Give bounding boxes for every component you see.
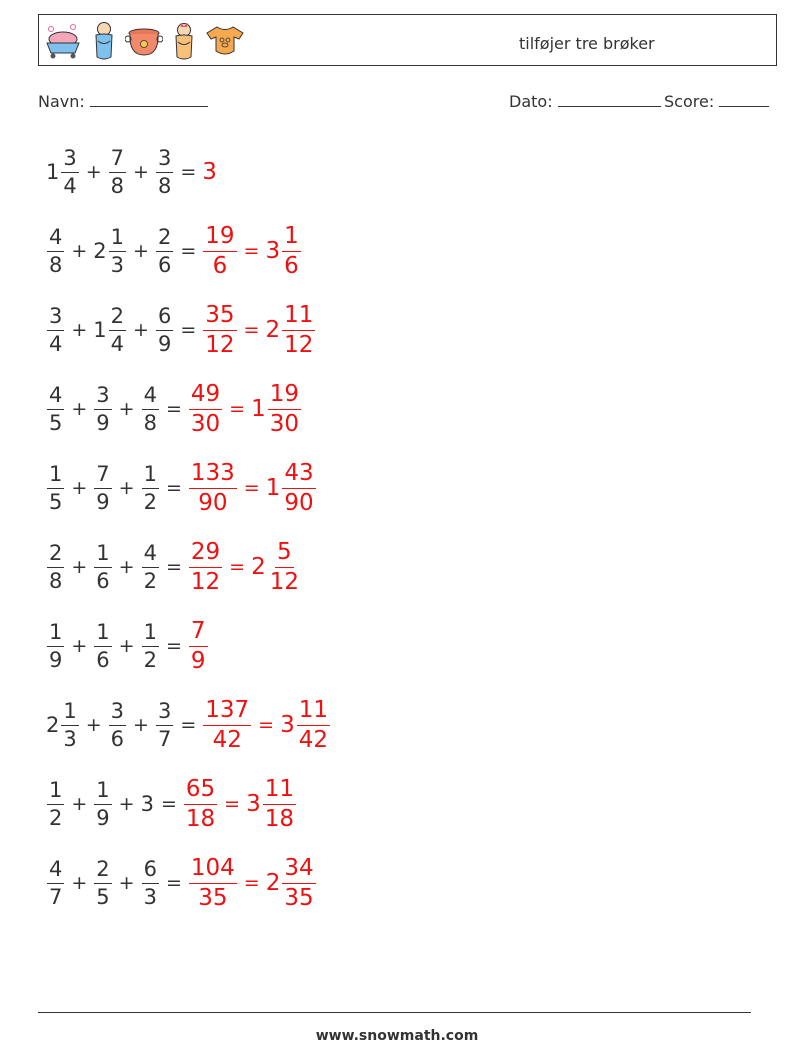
fraction [184, 775, 217, 832]
numerator: 2 [156, 227, 173, 252]
whole-number: 2 [93, 239, 107, 263]
problem-row [46, 695, 331, 755]
equals-sign: = [180, 319, 197, 341]
equals-sign: = [258, 714, 275, 736]
term [46, 461, 65, 514]
fraction [109, 224, 126, 277]
whole-number: 3 [246, 791, 261, 817]
numerator: 19 [203, 225, 236, 252]
denominator: 42 [298, 726, 329, 753]
numerator: 137 [203, 699, 251, 726]
term [141, 461, 160, 514]
term [141, 382, 160, 435]
header-icons [43, 19, 245, 63]
plus-sign: + [133, 319, 149, 341]
term [46, 145, 80, 198]
plus-sign: + [71, 556, 88, 578]
denominator: 5 [96, 884, 110, 909]
fraction [189, 380, 222, 437]
denominator: 6 [110, 726, 125, 751]
fraction [189, 617, 208, 674]
fraction [156, 698, 173, 751]
term [141, 856, 160, 909]
numerator: 11 [297, 699, 330, 726]
denominator: 6 [284, 252, 299, 279]
numerator: 3 [109, 701, 126, 726]
plus-sign: + [71, 398, 88, 420]
numerator: 5 [275, 541, 294, 568]
answer [202, 159, 218, 185]
denominator: 35 [284, 884, 314, 911]
term [46, 698, 80, 751]
plus-sign: + [85, 714, 102, 736]
answer [251, 380, 302, 437]
denominator: 4 [49, 331, 63, 356]
plus-sign: + [118, 872, 135, 894]
equals-sign: = [229, 398, 246, 420]
numerator: 3 [156, 701, 173, 726]
whole-number: 2 [265, 870, 281, 896]
denominator: 9 [96, 489, 110, 514]
equals-sign: = [165, 556, 182, 578]
equals-sign: = [160, 793, 177, 815]
numerator: 29 [189, 541, 222, 568]
equals-sign: = [165, 477, 182, 499]
problem-row [46, 221, 302, 281]
numerator: 1 [94, 780, 111, 805]
term [46, 382, 65, 435]
swaddled-baby-icon [91, 21, 117, 61]
numerator: 104 [189, 857, 237, 884]
term [93, 382, 112, 435]
fraction [109, 145, 126, 198]
fraction [203, 696, 251, 753]
fraction [47, 619, 64, 672]
fraction [47, 777, 64, 830]
term [46, 224, 65, 277]
fraction [94, 540, 111, 593]
denominator: 9 [49, 647, 63, 672]
denominator: 6 [96, 647, 110, 672]
problem-row [46, 300, 316, 360]
term [46, 540, 65, 593]
denominator: 8 [157, 173, 172, 198]
date-label: Dato: [509, 92, 553, 111]
answer [188, 459, 238, 516]
fraction [109, 698, 126, 751]
numerator: 1 [94, 622, 111, 647]
plus-sign: + [118, 556, 135, 578]
term [46, 777, 65, 830]
denominator: 12 [284, 331, 314, 358]
plus-sign: + [118, 635, 135, 657]
numerator: 43 [282, 462, 315, 489]
term [155, 698, 174, 751]
problem-row [46, 142, 218, 202]
numerator: 3 [47, 306, 64, 331]
fraction [189, 854, 237, 911]
numerator: 4 [142, 543, 159, 568]
equals-sign: = [180, 714, 197, 736]
date-blank[interactable] [558, 92, 661, 107]
whole-number: 1 [93, 318, 107, 342]
term [93, 777, 112, 830]
numerator: 6 [142, 859, 159, 884]
numerator: 34 [282, 857, 315, 884]
denominator: 2 [49, 805, 63, 830]
numerator: 2 [94, 859, 111, 884]
problem-row [46, 537, 302, 597]
term [93, 619, 112, 672]
denominator: 12 [205, 331, 235, 358]
numerator: 65 [184, 778, 217, 805]
fraction [142, 461, 159, 514]
whole-number: 1 [251, 396, 266, 422]
numerator: 7 [109, 148, 126, 173]
baby-bath-icon [43, 21, 83, 61]
denominator: 5 [49, 489, 63, 514]
footer-url: www.snowmath.com [315, 1028, 479, 1044]
plus-sign: + [133, 161, 149, 183]
denominator: 3 [143, 884, 157, 909]
term [93, 224, 127, 277]
whole-number: 3 [140, 792, 154, 816]
whole-number: 1 [46, 160, 60, 184]
numerator: 1 [47, 622, 64, 647]
plus-sign: + [71, 319, 88, 341]
equals-sign: = [243, 872, 260, 894]
term [108, 698, 127, 751]
equals-sign: = [180, 240, 197, 262]
fraction [61, 698, 78, 751]
plus-sign: + [118, 477, 135, 499]
numerator: 1 [109, 227, 126, 252]
numerator: 3 [94, 385, 111, 410]
denominator: 42 [212, 726, 242, 753]
denominator: 90 [284, 489, 314, 516]
fraction [263, 775, 296, 832]
answer [265, 222, 301, 279]
fraction [142, 382, 159, 435]
answer [202, 301, 237, 358]
fraction [47, 540, 64, 593]
denominator: 9 [190, 647, 206, 674]
equals-sign: = [165, 398, 182, 420]
fraction [47, 303, 64, 356]
fraction [297, 696, 330, 753]
fraction [142, 540, 159, 593]
numerator: 4 [47, 227, 64, 252]
answer [251, 538, 302, 595]
denominator: 7 [49, 884, 63, 909]
fraction [94, 382, 111, 435]
fraction [94, 461, 111, 514]
name-label: Navn: [38, 92, 85, 111]
whole-number: 2 [251, 554, 266, 580]
numerator: 133 [189, 462, 237, 489]
name-blank[interactable] [90, 92, 208, 107]
fraction [47, 856, 64, 909]
denominator: 4 [63, 173, 77, 198]
denominator: 9 [96, 410, 110, 435]
denominator: 9 [96, 805, 110, 830]
whole-number: 2 [46, 713, 60, 737]
plus-sign: + [85, 161, 102, 183]
fraction [156, 145, 173, 198]
fraction [282, 854, 315, 911]
numerator: 19 [268, 383, 301, 410]
fraction [47, 461, 64, 514]
numerator: 11 [282, 304, 315, 331]
numerator: 1 [142, 622, 159, 647]
numerator: 11 [263, 778, 296, 805]
denominator: 2 [143, 647, 157, 672]
denominator: 3 [110, 252, 125, 277]
term [93, 856, 112, 909]
problem-row [46, 458, 317, 518]
term [46, 619, 65, 672]
answer [183, 775, 218, 832]
worksheet-title: tilføjer tre brøker [519, 34, 655, 53]
answer [265, 459, 317, 516]
term [108, 145, 127, 198]
denominator: 6 [212, 252, 228, 279]
answer [265, 854, 317, 911]
plus-sign: + [71, 477, 88, 499]
fraction [94, 619, 111, 672]
denominator: 12 [269, 568, 300, 595]
answer [246, 775, 297, 832]
whole-number: 3 [202, 159, 217, 185]
fraction [47, 382, 64, 435]
denominator: 3 [63, 726, 77, 751]
numerator: 49 [189, 383, 222, 410]
numerator: 1 [61, 701, 78, 726]
answer [188, 854, 238, 911]
term [93, 303, 127, 356]
fraction [282, 301, 315, 358]
fraction [156, 303, 173, 356]
answer [202, 222, 237, 279]
whole-number: 3 [265, 238, 281, 264]
term [155, 303, 174, 356]
fraction [156, 224, 173, 277]
term [155, 145, 174, 198]
denominator: 2 [143, 568, 157, 593]
term [46, 303, 65, 356]
denominator: 8 [143, 410, 157, 435]
fraction [109, 303, 126, 356]
numerator: 2 [47, 543, 64, 568]
fraction [203, 222, 236, 279]
term [141, 540, 160, 593]
denominator: 90 [198, 489, 228, 516]
equals-sign: = [243, 477, 260, 499]
term [141, 792, 155, 816]
denominator: 4 [110, 331, 125, 356]
denominator: 12 [190, 568, 221, 595]
equals-sign: = [229, 556, 246, 578]
denominator: 30 [190, 410, 221, 437]
numerator: 6 [156, 306, 173, 331]
fraction [282, 222, 301, 279]
answer [188, 617, 209, 674]
baby-girl-icon [171, 21, 197, 61]
denominator: 18 [185, 805, 216, 832]
date-field [509, 92, 661, 111]
denominator: 8 [49, 568, 63, 593]
baby-onesie-icon [205, 21, 245, 61]
fraction [142, 856, 159, 909]
plus-sign: + [71, 793, 88, 815]
numerator: 3 [61, 148, 78, 173]
fraction [94, 856, 111, 909]
answer [188, 380, 223, 437]
numerator: 35 [203, 304, 236, 331]
equals-sign: = [243, 319, 260, 341]
denominator: 2 [143, 489, 157, 514]
numerator: 7 [94, 464, 111, 489]
fraction [268, 538, 301, 595]
equals-sign: = [243, 240, 260, 262]
numerator: 2 [109, 306, 126, 331]
baby-pot-icon [125, 21, 163, 61]
whole-number: 2 [265, 317, 281, 343]
plus-sign: + [118, 793, 135, 815]
plus-sign: + [133, 240, 149, 262]
fraction [142, 619, 159, 672]
denominator: 35 [198, 884, 228, 911]
score-label: Score: [664, 92, 715, 111]
problem-row [46, 616, 209, 676]
fraction [94, 777, 111, 830]
denominator: 6 [157, 252, 172, 277]
fraction [268, 380, 301, 437]
problem-row [46, 853, 317, 913]
fraction [61, 145, 78, 198]
denominator: 9 [157, 331, 172, 356]
fraction [47, 224, 64, 277]
answer [188, 538, 223, 595]
answer [202, 696, 252, 753]
denominator: 8 [49, 252, 63, 277]
numerator: 4 [142, 385, 159, 410]
numerator: 3 [156, 148, 173, 173]
name-field [38, 92, 208, 111]
plus-sign: + [71, 635, 88, 657]
whole-number: 3 [280, 712, 295, 738]
fraction [189, 459, 237, 516]
denominator: 8 [110, 173, 125, 198]
equals-sign: = [165, 872, 182, 894]
term [93, 461, 112, 514]
equals-sign: = [224, 793, 241, 815]
footer-divider [38, 1012, 751, 1013]
denominator: 18 [264, 805, 295, 832]
numerator: 7 [189, 620, 208, 647]
answer [280, 696, 331, 753]
term [155, 224, 174, 277]
problem-row [46, 379, 302, 439]
fraction [189, 538, 222, 595]
denominator: 5 [49, 410, 63, 435]
plus-sign: + [71, 240, 88, 262]
term [93, 540, 112, 593]
answer [265, 301, 316, 358]
equals-sign: = [180, 161, 197, 183]
whole-number: 1 [265, 475, 281, 501]
term [46, 856, 65, 909]
score-blank[interactable] [719, 92, 769, 107]
numerator: 1 [282, 225, 301, 252]
fraction [282, 459, 315, 516]
equals-sign: = [165, 635, 182, 657]
fraction [203, 301, 236, 358]
numerator: 1 [142, 464, 159, 489]
denominator: 30 [269, 410, 300, 437]
problem-row [46, 774, 297, 834]
numerator: 1 [47, 464, 64, 489]
plus-sign: + [133, 714, 149, 736]
numerator: 1 [47, 780, 64, 805]
score-field [664, 92, 769, 111]
denominator: 7 [157, 726, 172, 751]
plus-sign: + [118, 398, 135, 420]
header-box [38, 14, 777, 66]
numerator: 4 [47, 859, 64, 884]
numerator: 4 [47, 385, 64, 410]
numerator: 1 [94, 543, 111, 568]
plus-sign: + [71, 872, 88, 894]
denominator: 6 [96, 568, 110, 593]
term [141, 619, 160, 672]
